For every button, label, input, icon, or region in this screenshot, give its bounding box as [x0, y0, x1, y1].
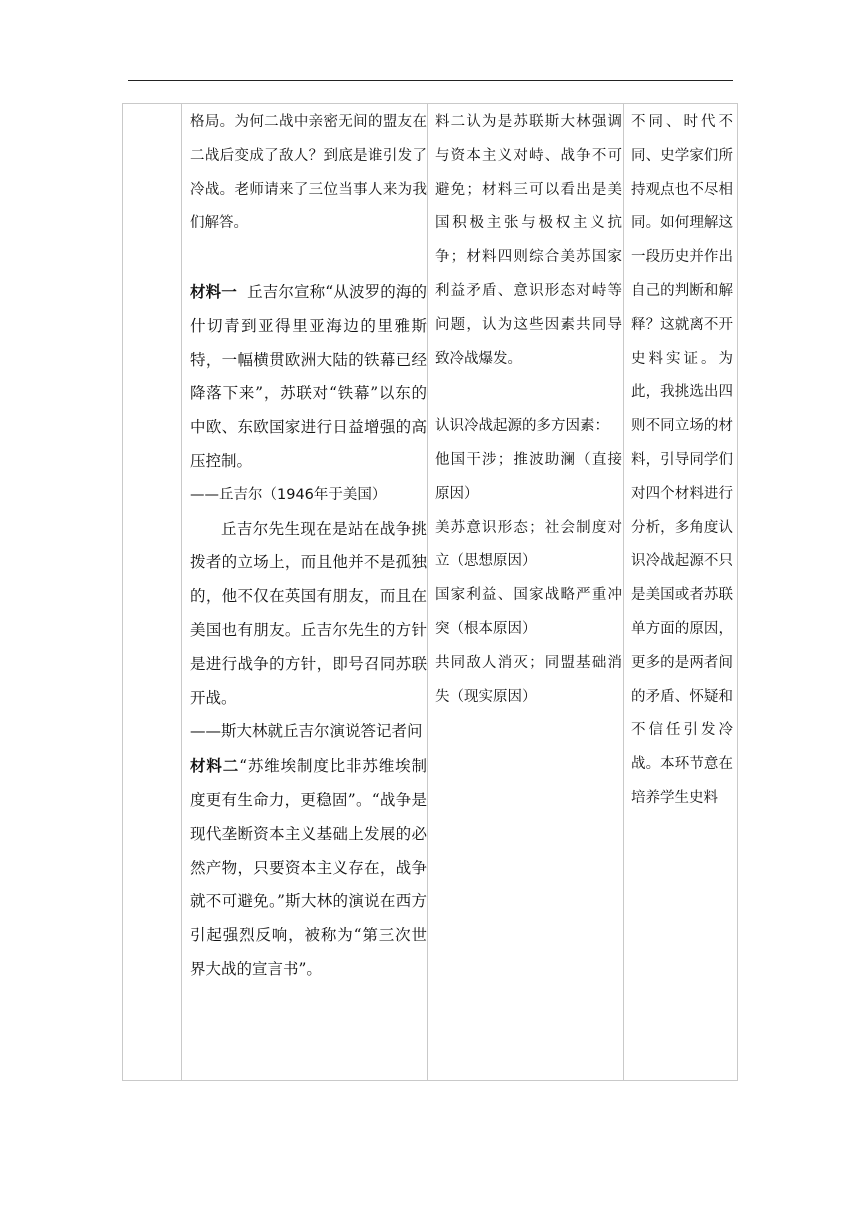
column-divider	[427, 104, 428, 1080]
material-one	[190, 275, 427, 479]
design-intent-text: 不同、时代不同、史学家们所持观点也不尽相同。如何理解这一段历史并作出自己的判断和解释？这就离不开史料实证。为此，我挑选出四则不同立场的材料，引导同学们对四个材料进行分析，多角度认识冷战起源不只是美国或者苏联单方面的原因，更多的是两者间的矛盾、怀疑和不信任引发冷战。本环节意在培养学生史料	[631, 114, 733, 806]
factor-item: 美苏意识形态；社会制度对立（思想原因）	[435, 519, 622, 570]
material-two	[190, 749, 427, 987]
material-two-text: “苏维埃制度比非苏维埃制度更有生命力，更稳固”。“战争是现代垄断资本主义基础上发展的必然产物，只要资本主义存在，战争就不可避免。”斯大林的演说在西方引起强烈反响，被称为“第三次世界大战的宣言书”。	[190, 757, 427, 978]
design-intent-cell	[631, 106, 733, 816]
factor-item: 国家利益、国家战略严重冲突（根本原因）	[435, 587, 622, 637]
column-divider	[181, 104, 182, 1080]
material-one-source: ——丘吉尔（1946年于美国）	[190, 486, 387, 503]
lesson-table	[122, 103, 738, 1081]
column-divider	[623, 104, 624, 1080]
factor-item: 共同敌人消灭；同盟基础消失（现实原因）	[435, 654, 622, 705]
analysis-paragraph: 料二认为是苏联斯大林强调与资本主义对峙、战争不可避免；材料三可以看出是美国积极主张与极权主义抗争；材料四则综合美苏国家利益矛盾、意识形态对峙等问题，认为这些因素共同导致冷战爆发。	[435, 114, 622, 367]
factor-item: 他国干涉；推波助澜（直接原因）	[435, 451, 622, 502]
material-two-label: 材料二	[190, 756, 240, 776]
stalin-reply-source: ——斯大林就丘吉尔演说答记者问	[190, 722, 423, 741]
teaching-content-cell	[190, 106, 427, 987]
student-activity-cell	[435, 106, 622, 714]
material-one-text: 丘吉尔宣称“从波罗的海的什切青到亚得里亚海边的里雅斯特，一幅横贯欧洲大陆的铁幕已经降落下来”，苏联对“铁幕”以东的中欧、东欧国家进行日益增强的高压控制。	[190, 282, 427, 470]
intro-paragraph: 格局。为何二战中亲密无间的盟友在二战后变成了敌人？到底是谁引发了冷战。老师请来了三位当事人来为我们解答。	[190, 114, 427, 232]
header-rule	[128, 80, 733, 81]
stalin-reply-text: 丘吉尔先生现在是站在战争挑拨者的立场上，而且他并不是孤独的，他不仅在英国有朋友，而且在美国也有朋友。丘吉尔先生的方针是进行战争的方针，即号召同苏联开战。	[190, 519, 427, 707]
material-one-label: 材料一	[190, 281, 237, 301]
factors-heading: 认识冷战起源的多方因素：	[435, 418, 609, 435]
